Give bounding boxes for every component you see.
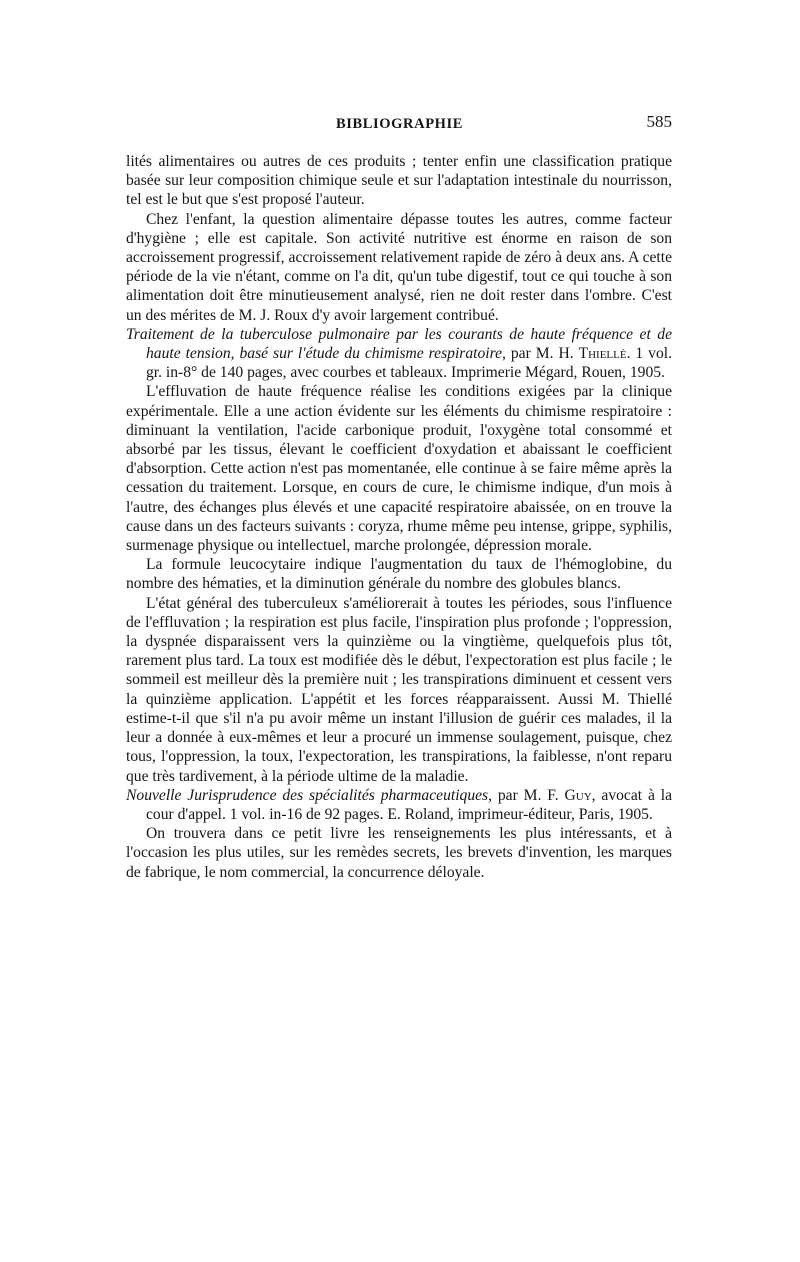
bibliography-entry [126, 786, 672, 824]
paragraph: On trouvera dans ce petit livre les renseignements les plus intéressants, et à l'occasion les plus utiles, sur les remèdes secrets, les brevets d'invention, les marques de fabrique, le nom commercial, la concurrence déloyale. [126, 825, 672, 881]
paragraph: L'état général des tuberculeux s'améliorerait à toutes les périodes, sous l'influence de l'effluvation ; la respiration est plus facile, l'inspiration plus profonde ; l'oppression, la dyspnée disparaissent vers la quinzième ou la vingtième, quelquefois plus tôt, rarement plus tard. La toux est modifiée dès le début, l'expectoration est plus facile ; le sommeil est meilleur dès la première nuit ; les transpirations diminuent et cessent vers la quinzième application. L'appétit et les forces réapparaissent. Aussi M. Thiellé estime-t-il que s'il n'a pu avoir même un instant l'illusion de guérir ces malades, il la leur a donnée à eux-mêmes et leur a procuré un immense soulagement, puisque, chez tous, l'oppression, la toux, l'expectoration, les transpirations, la faiblesse, n'ont reparu que très tardivement, à la période ultime de la maladie. [126, 594, 672, 785]
book-page [126, 112, 672, 882]
entry-author: Guy [564, 786, 592, 804]
paragraph: L'effluvation de haute fréquence réalise les conditions exigées par la clinique expérimentale. Elle a une action évidente sur les éléments du chimisme respiratoire : diminuant la ventilation, l'acide carbonique produit, l'oxygène total consommé et absorbé par les tissus, élevant le coefficient d'oxydation et abaissant le coefficient d'absorption. Cette action n'est pas momentanée, elle continue à se faire même après la cessation du traitement. Lorsque, en cours de cure, le chimisme indique, d'un mois à l'autre, des échanges plus élevés et une capacité respiratoire abaissée, on en trouve la cause dans un des facteurs suivants : coryza, rhume même peu intense, grippe, syphilis, surmenage physique ou intellectuel, marche prolongée, dépression morale. [126, 383, 672, 555]
entry-details: , avocat à la cour d'appel. 1 vol. in-16 de 92 pages. E. Roland, imprimeur-éditeur, Paris, 1905. [146, 786, 673, 823]
entry-details: . 1 vol. gr. in-8° de 140 pages, avec courbes et tableaux. Imprimerie Mégard, Rouen, 1905. [146, 345, 672, 382]
running-header [126, 112, 672, 138]
page-body [126, 152, 672, 882]
paragraph: La formule leucocytaire indique l'augmentation du taux de l'hémoglobine, du nombre des hématies, et la diminution générale du nombre des globules blancs. [126, 556, 672, 593]
bibliography-entry [126, 325, 672, 383]
paragraph: Chez l'enfant, la question alimentaire dépasse toutes les autres, comme facteur d'hygiène ; elle est capitale. Son activité nutritive est énorme en raison de son accroissement progressif, accroissement relativement rapide de zéro à deux ans. A cette période de la vie n'étant, comme on l'a dit, qu'un tube digestif, tout ce qui touche à son alimentation doit être minutieusement analysé, rien ne doit rester dans l'ombre. C'est un des mérites de M. J. Roux d'y avoir largement contribué. [126, 210, 672, 324]
entry-title: Nouvelle Jurisprudence des spécialités pharmaceutiques, [126, 786, 493, 804]
running-title: BIBLIOGRAPHIE [336, 116, 464, 132]
entry-by: par M. H. [505, 345, 579, 363]
entry-title: Traitement de la tuberculose pulmonaire par les courants de haute fréquence et de haute tension, basé sur l'étude du chimisme respiratoire, [126, 325, 672, 363]
entry-author: Thiellé [578, 345, 627, 363]
page-number: 585 [646, 112, 672, 131]
paragraph-continuation: lités alimentaires ou autres de ces produits ; tenter enfin une classification pratique basée sur leur composition chimique seule et sur l'adaptation intestinale du nourrisson, tel est le but que s'est proposé l'auteur. [126, 153, 672, 209]
entry-by: par M. F. [492, 786, 565, 804]
